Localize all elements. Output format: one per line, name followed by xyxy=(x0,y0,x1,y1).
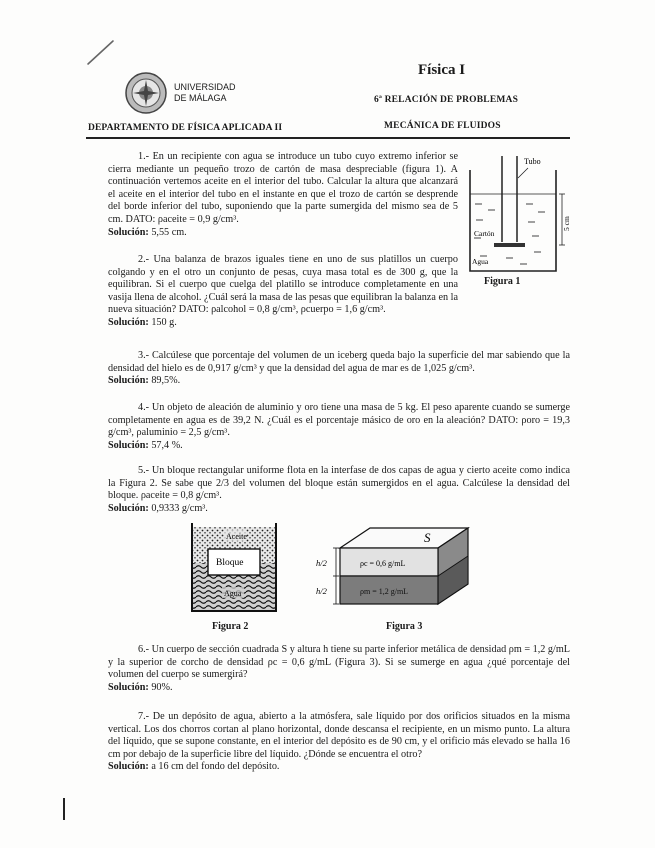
figure-2-oil-label: Aceite xyxy=(226,532,247,541)
problem-3-solution: 89,5%. xyxy=(151,375,181,387)
scan-mark xyxy=(63,798,65,820)
figure-3-section-label: S xyxy=(424,530,431,545)
problem-1-text: 1.- En un recipiente con agua se introduce un tubo cuyo extremo inferior se cierra mediante un pequeño trozo de cartón de masa despreciable (figura 1). A continuación vertemos aceite en el interior del tubo. Calcular la altura que alcanzará el aceite en el interior del tubo en el instante en que el trozo de cartón se desprende del borde inferior del tubo, suponiendo que la parte sumergida del mismo sea de 5 cm. DATO: ρaceite = 0,9 g/cm³. xyxy=(108,151,458,225)
problem-4-solution-label: Solución: xyxy=(108,439,149,451)
problem-5 xyxy=(108,465,570,515)
figure-1-caption: Figura 1 xyxy=(484,276,521,287)
problem-6-text: 6.- Un cuerpo de sección cuadrada S y altura h tiene su parte inferior metálica de densidad ρm = 1,2 g/mL y la superior de corcho de densidad ρc = 0,6 g/mL (Figura 3). Si se sumerge en agua ¿qué porcentaje del volumen del cuerpo se sumergirá? xyxy=(108,644,570,681)
figure-1-tube-label: Tubo xyxy=(524,157,541,166)
problem-6 xyxy=(108,644,570,694)
problem-3-text: 3.- Calcúlese que porcentaje del volumen de un iceberg queda bajo la superficie del mar sabiendo que la densidad del hielo es de 0,917 g/cm³ y que la densidad del agua de mar es de 1,025 g/cm³. xyxy=(108,350,570,374)
figure-3-half-top: h/2 xyxy=(316,558,327,568)
header-rule xyxy=(86,137,570,139)
university-seal-icon xyxy=(124,71,168,115)
university-line2: DE MÁLAGA xyxy=(174,93,227,103)
problem-1-solution: 5,55 cm. xyxy=(151,226,187,238)
problem-3-solution-label: Solución: xyxy=(108,375,149,387)
topic-title: MECÁNICA DE FLUIDOS xyxy=(384,121,501,131)
problem-7 xyxy=(108,711,570,774)
problem-7-solution-label: Solución: xyxy=(108,761,149,773)
figure-1-card-label: Cartón xyxy=(474,229,495,238)
problem-2 xyxy=(108,254,458,330)
figure-2-water-label: Agua xyxy=(224,589,242,598)
problem-2-text: 2.- Una balanza de brazos iguales tiene en uno de sus platillos un cuerpo colgando y en el otro un conjunto de pesas, cuya masa total es de 300 g, que la equilibran. Si el cuerpo que cuelga del platillo se introduce completamente en una vasija llena de alcohol. ¿Cuál será la masa de las pesas que equilibran la balanza en la nueva situación? DATO: ρalcohol = 0,8 g/cm³, ρcuerpo = 1,6 g/cm³. xyxy=(108,254,458,316)
problem-6-solution: 90%. xyxy=(151,681,173,693)
figure-3-cork-label: ρc = 0,6 g/mL xyxy=(360,559,406,568)
problem-1 xyxy=(108,151,458,239)
problem-7-text: 7.- De un depósito de agua, abierto a la atmósfera, sale líquido por dos orificios situados en la misma vertical. Los dos chorros cortan al plano horizontal, donde descansa el recipiente, en un mismo punto. La altura del líquido, que se supone constante, en el interior del depósito es de 90 cm, y el orificio más elevado se halla 16 cm por debajo de la superficie libre del líquido. ¿Dónde se encuentra el otro? xyxy=(108,711,570,760)
figure-2 xyxy=(186,519,282,615)
figure-3-metal-label: ρm = 1,2 g/mL xyxy=(360,587,409,596)
problem-5-text: 5.- Un bloque rectangular uniforme flota en la interfase de dos capas de agua y cierto aceite como indica la Figura 2. Se sabe que 2/3 del volumen del bloque están sumergidos en el agua. Calcúlese la densidad del bloque. ρaceite = 0,8 g/cm³. xyxy=(108,465,570,502)
problem-7-solution: a 16 cm del fondo del depósito. xyxy=(151,761,280,773)
figure-3-caption: Figura 3 xyxy=(386,621,423,632)
problem-2-solution: 150 g. xyxy=(151,316,177,328)
course-title: Física I xyxy=(418,62,466,78)
department-name: DEPARTAMENTO DE FÍSICA APLICADA II xyxy=(88,123,283,133)
problem-4 xyxy=(108,402,570,452)
relation-title: 6ª RELACIÓN DE PROBLEMAS xyxy=(374,95,519,105)
figure-2-block-label: Bloque xyxy=(216,558,244,568)
problem-5-solution-label: Solución: xyxy=(108,502,149,514)
problem-3 xyxy=(108,350,570,388)
problem-5-solution: 0,9333 g/cm³. xyxy=(151,502,208,514)
problem-6-solution-label: Solución: xyxy=(108,681,149,693)
figure-1-water-label: Agua xyxy=(472,257,489,266)
figure-3 xyxy=(312,522,472,618)
university-line1: UNIVERSIDAD xyxy=(174,82,236,92)
figure-1 xyxy=(462,146,572,291)
figure-2-caption: Figura 2 xyxy=(212,621,249,632)
problem-4-text: 4.- Un objeto de aleación de aluminio y oro tiene una masa de 5 kg. El peso aparente cuando se sumerge completamente en agua es de 39,2 N. ¿Cuál es el porcentaje másico de oro en la aleación? DATO: ρoro = 19,3 g/cm³, ρaluminio = 2,5 g/cm³. xyxy=(108,402,570,439)
pen-mark xyxy=(86,38,116,66)
figure-1-depth-label: 5 cm xyxy=(562,216,571,231)
figure-3-half-bottom: h/2 xyxy=(316,586,327,596)
problem-4-solution: 57,4 %. xyxy=(151,439,183,451)
problem-2-solution-label: Solución: xyxy=(108,316,149,328)
problem-1-solution-label: Solución: xyxy=(108,226,149,238)
